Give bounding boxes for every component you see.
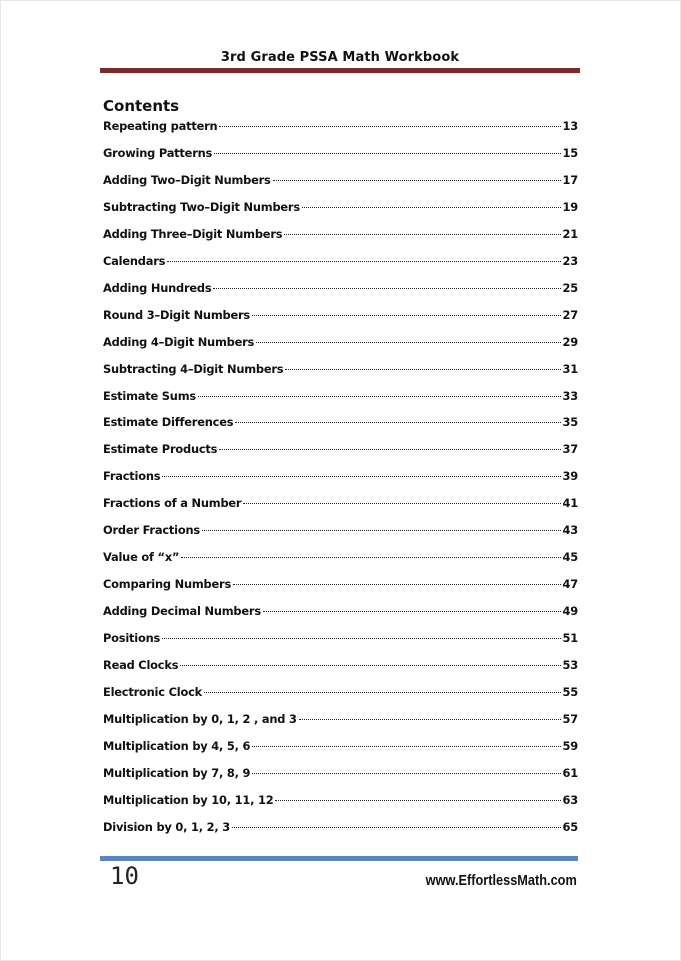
toc-entry-page-number: 63 [562, 792, 578, 807]
toc-entry-page-number: 61 [562, 765, 578, 780]
toc-entry-title: Comparing Numbers [103, 577, 232, 592]
toc-entry-title: Round 3–Digit Numbers [103, 307, 250, 322]
dot-leader [284, 234, 560, 235]
toc-entry-page-number: 51 [562, 631, 578, 646]
toc-entry-page-number: 13 [562, 119, 578, 133]
toc-entry-title: Adding Two–Digit Numbers [103, 172, 271, 187]
toc-entry-title: Electronic Clock [103, 685, 202, 700]
toc-entry-title: Estimate Products [103, 442, 218, 457]
toc-entry[interactable] [103, 819, 578, 846]
toc-entry-page-number: 39 [562, 469, 578, 484]
table-of-contents [103, 118, 578, 846]
toc-entry[interactable] [103, 684, 578, 711]
page-number: 10 [110, 862, 139, 890]
running-header-title: 3rd Grade PSSA Math Workbook [220, 50, 460, 65]
toc-entry-title: Subtracting 4–Digit Numbers [103, 361, 284, 376]
toc-entry[interactable] [103, 253, 578, 280]
dot-leader [198, 396, 561, 397]
toc-entry[interactable] [103, 603, 578, 630]
dot-leader [275, 800, 560, 801]
toc-entry-page-number: 49 [562, 604, 578, 619]
dot-leader [252, 315, 561, 316]
toc-entry-page-number: 57 [562, 711, 578, 726]
toc-entry-title: Fractions [103, 469, 161, 484]
toc-entry[interactable] [103, 441, 578, 468]
toc-entry-title: Order Fractions [103, 523, 200, 538]
toc-entry[interactable] [103, 630, 578, 657]
toc-entry[interactable] [103, 711, 578, 738]
dot-leader [285, 369, 560, 370]
toc-entry[interactable] [103, 468, 578, 495]
toc-entry-title: Value of “x” [103, 550, 180, 565]
dot-leader [299, 719, 561, 720]
toc-entry-title: Adding 4–Digit Numbers [103, 334, 255, 349]
toc-entry-page-number: 55 [562, 685, 578, 700]
toc-entry-page-number: 45 [562, 550, 578, 565]
toc-entry[interactable] [103, 657, 578, 684]
footer-website: www.EffortlessMath.com [425, 872, 577, 889]
toc-entry-title: Growing Patterns [103, 145, 213, 160]
dot-leader [204, 692, 561, 693]
dot-leader [235, 422, 560, 423]
dot-leader [233, 584, 561, 585]
toc-entry[interactable] [103, 576, 578, 603]
toc-entry-page-number: 53 [562, 658, 578, 673]
toc-entry-title: Fractions of a Number [103, 496, 242, 511]
toc-entry-page-number: 31 [562, 361, 578, 376]
toc-entry-title: Read Clocks [103, 658, 179, 673]
footer-rule [100, 856, 578, 861]
dot-leader [181, 557, 560, 558]
toc-entry-title: Positions [103, 631, 161, 646]
toc-entry-page-number: 19 [562, 199, 578, 214]
toc-entry-page-number: 27 [562, 307, 578, 322]
contents-heading: Contents [103, 97, 180, 115]
toc-entry[interactable] [103, 226, 578, 253]
toc-entry-title: Multiplication by 10, 11, 12 [103, 792, 274, 807]
toc-entry-title: Calendars [103, 253, 166, 268]
dot-leader [213, 288, 560, 289]
toc-entry[interactable] [103, 361, 578, 388]
dot-leader [180, 665, 560, 666]
toc-entry-page-number: 29 [562, 334, 578, 349]
dot-leader [302, 207, 561, 208]
toc-entry-title: Multiplication by 7, 8, 9 [103, 765, 251, 780]
dot-leader [273, 180, 561, 181]
toc-entry-title: Division by 0, 1, 2, 3 [103, 819, 230, 834]
dot-leader [232, 827, 561, 828]
toc-entry-title: Multiplication by 0, 1, 2 , and 3 [103, 711, 297, 726]
dot-leader [263, 611, 561, 612]
toc-entry-title: Subtracting Two–Digit Numbers [103, 199, 300, 214]
header-rule [100, 68, 580, 73]
toc-entry-page-number: 25 [562, 280, 578, 295]
toc-entry-title: Adding Hundreds [103, 280, 212, 295]
toc-entry-title: Estimate Sums [103, 388, 196, 403]
toc-entry-page-number: 23 [562, 253, 578, 268]
toc-entry[interactable] [103, 738, 578, 765]
dot-leader [243, 503, 560, 504]
toc-entry-page-number: 33 [562, 388, 578, 403]
toc-entry-title: Multiplication by 4, 5, 6 [103, 738, 251, 753]
toc-entry[interactable] [103, 172, 578, 199]
toc-entry-page-number: 41 [562, 496, 578, 511]
toc-entry[interactable] [103, 307, 578, 334]
dot-leader [162, 476, 560, 477]
toc-entry-page-number: 35 [562, 415, 578, 430]
toc-entry-page-number: 59 [562, 738, 578, 753]
toc-entry-title: Repeating pattern [103, 119, 218, 133]
toc-entry[interactable] [103, 280, 578, 307]
toc-entry[interactable] [103, 145, 578, 172]
toc-entry-title: Adding Three–Digit Numbers [103, 226, 283, 241]
toc-entry[interactable] [103, 549, 578, 576]
dot-leader [162, 638, 560, 639]
dot-leader [219, 449, 560, 450]
dot-leader [252, 746, 560, 747]
dot-leader [167, 261, 560, 262]
toc-entry[interactable] [103, 414, 578, 441]
toc-entry-page-number: 37 [562, 442, 578, 457]
toc-entry[interactable] [103, 765, 578, 792]
dot-leader [202, 530, 561, 531]
toc-entry[interactable] [103, 522, 578, 549]
toc-entry-page-number: 15 [562, 145, 578, 160]
toc-entry[interactable] [103, 388, 578, 415]
toc-entry-page-number: 47 [562, 577, 578, 592]
toc-entry-page-number: 17 [562, 172, 578, 187]
toc-entry-page-number: 43 [562, 523, 578, 538]
toc-entry[interactable] [103, 495, 578, 522]
dot-leader [219, 126, 560, 127]
toc-entry[interactable] [103, 792, 578, 819]
toc-entry[interactable] [103, 199, 578, 226]
dot-leader [214, 153, 560, 154]
dot-leader [252, 773, 560, 774]
toc-entry-page-number: 21 [562, 226, 578, 241]
toc-entry-page-number: 65 [562, 819, 578, 834]
toc-entry[interactable] [103, 334, 578, 361]
toc-entry-title: Adding Decimal Numbers [103, 604, 261, 619]
toc-entry-title: Estimate Differences [103, 415, 234, 430]
dot-leader [256, 342, 560, 343]
toc-entry[interactable] [103, 118, 578, 145]
